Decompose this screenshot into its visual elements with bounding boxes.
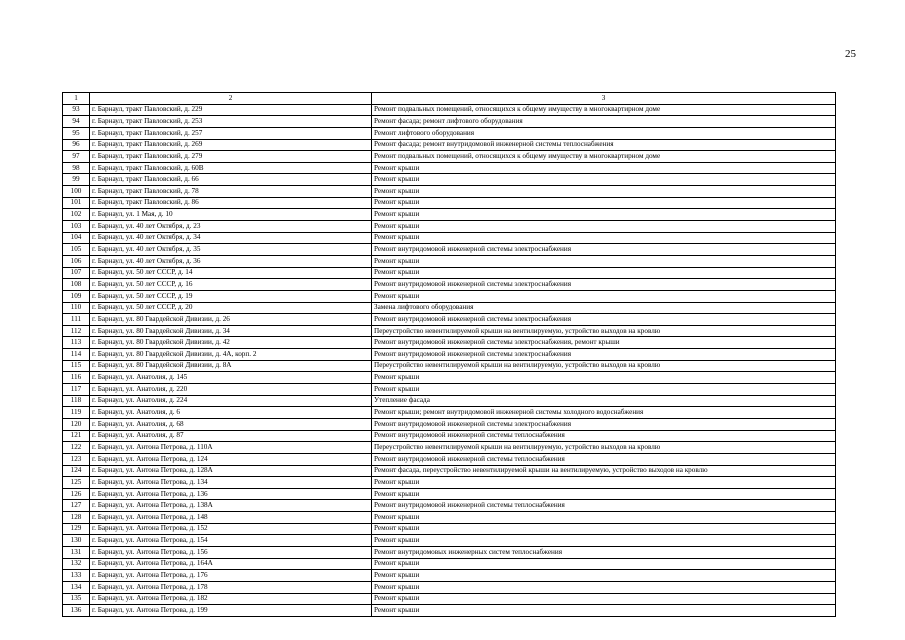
row-work-type: Ремонт внутридомовой инженерной системы электроснабжения [372,314,836,326]
row-work-type: Переустройство невентилируемой крыши на вентилируемую, устройство выходов на кровлю [372,442,836,454]
table-row [63,244,836,256]
row-work-type: Ремонт крыши [372,174,836,186]
row-address: г. Барнаул, ул. 40 лет Октября, д. 35 [90,244,372,256]
row-address: г. Барнаул, ул. 40 лет Октября, д. 23 [90,221,372,233]
row-work-type: Ремонт крыши [372,570,836,582]
table-row [63,546,836,558]
row-number: 107 [63,267,90,279]
table-row [63,535,836,547]
row-address: г. Барнаул, тракт Павловский, д. 269 [90,139,372,151]
table-row [63,512,836,524]
row-address: г. Барнаул, ул. Антона Петрова, д. 164А [90,558,372,570]
row-work-type: Ремонт фасада; ремонт внутридомовой инженерной системы теплоснабжения [372,139,836,151]
table-row [63,127,836,139]
row-number: 102 [63,209,90,221]
table-row [63,174,836,186]
row-number: 127 [63,500,90,512]
row-work-type: Ремонт внутридомовой инженерной системы электроснабжения [372,279,836,291]
row-work-type: Ремонт крыши [372,593,836,605]
table-row [63,593,836,605]
row-address: г. Барнаул, ул. 1 Мая, д. 10 [90,209,372,221]
row-number: 134 [63,581,90,593]
row-number: 101 [63,197,90,209]
row-address: г. Барнаул, ул. 50 лет СССР, д. 16 [90,279,372,291]
table-row [63,221,836,233]
row-address: г. Барнаул, ул. Антона Петрова, д. 152 [90,523,372,535]
table-row [63,523,836,535]
row-number: 126 [63,488,90,500]
table-row [63,314,836,326]
row-address: г. Барнаул, ул. 40 лет Октября, д. 36 [90,255,372,267]
table-row [63,605,836,617]
row-address: г. Барнаул, тракт Павловский, д. 253 [90,116,372,128]
row-number: 120 [63,418,90,430]
row-number: 115 [63,360,90,372]
row-address: г. Барнаул, ул. Антона Петрова, д. 154 [90,535,372,547]
table-row [63,279,836,291]
row-address: г. Барнаул, тракт Павловский, д. 86 [90,197,372,209]
row-work-type: Ремонт крыши; ремонт внутридомовой инженерной системы холодного водоснабжения [372,407,836,419]
row-address: г. Барнаул, тракт Павловский, д. 78 [90,186,372,198]
row-work-type: Ремонт внутридомовой инженерной системы электроснабжения [372,349,836,361]
row-number: 119 [63,407,90,419]
table-row [63,570,836,582]
table-row [63,442,836,454]
table-row [63,116,836,128]
row-work-type: Ремонт подвальных помещений, относящихся к общему имуществу в многоквартирном доме [372,151,836,163]
row-address: г. Барнаул, ул. 80 Гвардейской Дивизии, д. 42 [90,337,372,349]
row-work-type: Ремонт внутридомовой инженерной системы электроснабжения [372,244,836,256]
row-number: 111 [63,314,90,326]
row-number: 114 [63,349,90,361]
row-work-type: Ремонт внутридомовой инженерной системы теплоснабжения [372,500,836,512]
header-col-3: 3 [372,93,836,105]
table-row [63,360,836,372]
row-address: г. Барнаул, ул. Антона Петрова, д. 182 [90,593,372,605]
row-address: г. Барнаул, ул. 80 Гвардейской Дивизии, д. 34 [90,325,372,337]
row-number: 118 [63,395,90,407]
table-row [63,465,836,477]
row-work-type: Переустройство невентилируемой крыши на вентилируемую, устройство выходов на кровлю [372,325,836,337]
row-number: 99 [63,174,90,186]
table-row [63,337,836,349]
table-row [63,488,836,500]
row-number: 109 [63,290,90,302]
row-work-type: Ремонт крыши [372,267,836,279]
row-number: 93 [63,104,90,116]
table-row [63,186,836,198]
row-address: г. Барнаул, ул. Анатолия, д. 6 [90,407,372,419]
row-address: г. Барнаул, тракт Павловский, д. 60В [90,162,372,174]
row-work-type: Ремонт крыши [372,535,836,547]
repair-table [62,92,836,617]
table-row [63,232,836,244]
row-work-type: Ремонт крыши [372,372,836,384]
row-number: 130 [63,535,90,547]
row-number: 108 [63,279,90,291]
row-address: г. Барнаул, тракт Павловский, д. 257 [90,127,372,139]
row-work-type: Ремонт крыши [372,221,836,233]
row-number: 103 [63,221,90,233]
row-work-type: Ремонт подвальных помещений, относящихся к общему имуществу в многоквартирном доме [372,104,836,116]
row-work-type: Ремонт крыши [372,523,836,535]
row-work-type: Ремонт крыши [372,558,836,570]
row-number: 96 [63,139,90,151]
table-row [63,500,836,512]
row-work-type: Ремонт внутридомовой инженерной системы теплоснабжения [372,453,836,465]
row-work-type: Ремонт крыши [372,512,836,524]
table-row [63,267,836,279]
table-row [63,151,836,163]
row-work-type: Ремонт крыши [372,384,836,396]
table-row [63,581,836,593]
table-row [63,139,836,151]
row-number: 136 [63,605,90,617]
row-number: 123 [63,453,90,465]
row-work-type: Ремонт крыши [372,488,836,500]
row-work-type: Ремонт внутридомовой инженерной системы электроснабжения, ремонт крыши [372,337,836,349]
row-work-type: Ремонт крыши [372,255,836,267]
row-work-type: Ремонт крыши [372,290,836,302]
row-address: г. Барнаул, ул. Антона Петрова, д. 156 [90,546,372,558]
row-address: г. Барнаул, ул. Антона Петрова, д. 124 [90,453,372,465]
table-row [63,418,836,430]
row-work-type: Ремонт внутридомовой инженерной системы теплоснабжения [372,430,836,442]
row-address: г. Барнаул, ул. Антона Петрова, д. 110А [90,442,372,454]
row-number: 121 [63,430,90,442]
row-number: 112 [63,325,90,337]
row-address: г. Барнаул, ул. Антона Петрова, д. 138А [90,500,372,512]
table-row [63,430,836,442]
table-row [63,372,836,384]
row-address: г. Барнаул, ул. 50 лет СССР, д. 14 [90,267,372,279]
row-number: 104 [63,232,90,244]
table-row [63,197,836,209]
row-address: г. Барнаул, тракт Павловский, д. 66 [90,174,372,186]
table-row [63,325,836,337]
row-address: г. Барнаул, ул. Анатолия, д. 87 [90,430,372,442]
row-address: г. Барнаул, ул. Анатолия, д. 224 [90,395,372,407]
row-number: 125 [63,477,90,489]
row-number: 122 [63,442,90,454]
table-row [63,162,836,174]
row-work-type: Ремонт крыши [372,209,836,221]
table-row [63,302,836,314]
row-work-type: Ремонт крыши [372,162,836,174]
row-work-type: Ремонт фасада; ремонт лифтового оборудования [372,116,836,128]
row-address: г. Барнаул, ул. Антона Петрова, д. 134 [90,477,372,489]
row-address: г. Барнаул, ул. Антона Петрова, д. 176 [90,570,372,582]
row-number: 105 [63,244,90,256]
page-number: 25 [845,48,856,60]
row-address: г. Барнаул, ул. Антона Петрова, д. 148 [90,512,372,524]
table-row [63,395,836,407]
row-number: 132 [63,558,90,570]
table-row [63,349,836,361]
row-work-type: Ремонт внутридомовых инженерных систем теплоснабжения [372,546,836,558]
header-col-2: 2 [90,93,372,105]
row-address: г. Барнаул, ул. 80 Гвардейской Дивизии, д. 8А [90,360,372,372]
table-row [63,453,836,465]
row-address: г. Барнаул, ул. Анатолия, д. 220 [90,384,372,396]
table-row [63,558,836,570]
row-number: 100 [63,186,90,198]
table-body [63,93,836,617]
row-number: 135 [63,593,90,605]
row-number: 106 [63,255,90,267]
row-number: 128 [63,512,90,524]
row-number: 95 [63,127,90,139]
row-address: г. Барнаул, ул. Антона Петрова, д. 199 [90,605,372,617]
row-address: г. Барнаул, тракт Павловский, д. 229 [90,104,372,116]
row-work-type: Ремонт крыши [372,232,836,244]
table-row [63,104,836,116]
row-work-type: Ремонт крыши [372,581,836,593]
table-row [63,477,836,489]
row-number: 133 [63,570,90,582]
table-row [63,290,836,302]
row-work-type: Утепление фасада [372,395,836,407]
row-work-type: Ремонт лифтового оборудования [372,127,836,139]
row-address: г. Барнаул, ул. Анатолия, д. 145 [90,372,372,384]
row-address: г. Барнаул, ул. 40 лет Октября, д. 34 [90,232,372,244]
row-number: 124 [63,465,90,477]
row-work-type: Ремонт крыши [372,477,836,489]
row-work-type: Ремонт крыши [372,197,836,209]
row-work-type: Переустройство невентилируемой крыши на вентилируемую, устройство выходов на кровлю [372,360,836,372]
row-address: г. Барнаул, ул. 80 Гвардейской Дивизии, д. 4А, корп. 2 [90,349,372,361]
row-address: г. Барнаул, ул. Анатолия, д. 68 [90,418,372,430]
row-work-type: Ремонт крыши [372,186,836,198]
row-address: г. Барнаул, ул. 80 Гвардейской Дивизии, д. 26 [90,314,372,326]
table-row [63,407,836,419]
table-row [63,255,836,267]
row-address: г. Барнаул, тракт Павловский, д. 279 [90,151,372,163]
row-number: 131 [63,546,90,558]
table-row [63,384,836,396]
row-address: г. Барнаул, ул. 50 лет СССР, д. 19 [90,290,372,302]
row-address: г. Барнаул, ул. Антона Петрова, д. 136 [90,488,372,500]
table-header-row [63,93,836,105]
header-col-1: 1 [63,93,90,105]
row-number: 110 [63,302,90,314]
row-work-type: Замена лифтового оборудования [372,302,836,314]
row-number: 129 [63,523,90,535]
row-number: 116 [63,372,90,384]
row-number: 94 [63,116,90,128]
row-work-type: Ремонт внутридомовой инженерной системы электроснабжения [372,418,836,430]
row-address: г. Барнаул, ул. Антона Петрова, д. 178 [90,581,372,593]
row-work-type: Ремонт крыши [372,605,836,617]
row-address: г. Барнаул, ул. 50 лет СССР, д. 20 [90,302,372,314]
row-work-type: Ремонт фасада, переустройство невентилируемой крыши на вентилируемую, устройство выходов на кровлю [372,465,836,477]
row-number: 97 [63,151,90,163]
row-number: 98 [63,162,90,174]
table-row [63,209,836,221]
row-number: 113 [63,337,90,349]
row-address: г. Барнаул, ул. Антона Петрова, д. 128А [90,465,372,477]
row-number: 117 [63,384,90,396]
